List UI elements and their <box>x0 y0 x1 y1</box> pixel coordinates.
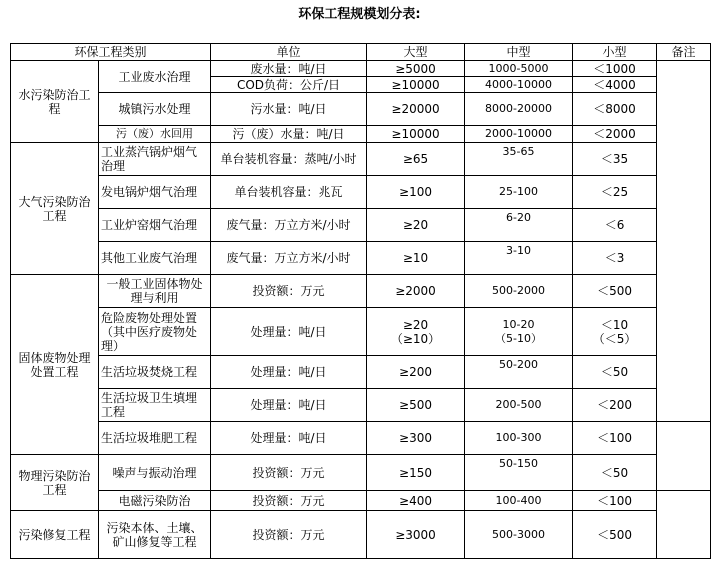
small-cell <box>573 308 657 356</box>
category-remediation: 污染修复工程 <box>11 511 99 559</box>
large-cell: ≥5000 <box>367 61 465 77</box>
item-name: 其他工业废气治理 <box>99 242 211 275</box>
unit-cell: 单台装机容量：兆瓦 <box>211 176 367 209</box>
large-cell: ≥65 <box>367 143 465 176</box>
medium-cell: 50-150 <box>465 455 573 491</box>
small-cell: ＜100 <box>573 422 657 455</box>
unit-cell: 投资额：万元 <box>211 275 367 308</box>
category-solid: 固体废物处理处置工程 <box>11 275 99 455</box>
item-name: 危险废物处理处置（其中医疗废物处理） <box>99 308 211 356</box>
large-cell: ≥3000 <box>367 511 465 559</box>
remark-empty-top <box>657 61 711 422</box>
medium-cell: 6-20 <box>465 209 573 242</box>
unit-cell: 污水量：吨/日 <box>211 93 367 126</box>
engineering-scale-table <box>10 43 711 559</box>
item-name: 城镇污水处理 <box>99 93 211 126</box>
unit-cell: 处理量：吨/日 <box>211 422 367 455</box>
small-cell: ＜50 <box>573 455 657 491</box>
large-cell: ≥500 <box>367 389 465 422</box>
category-physical: 物理污染防治工程 <box>11 455 99 511</box>
medium-cell: 25-100 <box>465 176 573 209</box>
large-cell: ≥150 <box>367 455 465 491</box>
medium-cell: 50-200 <box>465 356 573 389</box>
small-cell: ＜500 <box>573 511 657 559</box>
remark-empty-bottom <box>657 491 711 559</box>
table-row <box>11 61 711 77</box>
category-water: 水污染防治工程 <box>11 61 99 143</box>
small-cell: ＜50 <box>573 356 657 389</box>
medium-cell: 2000-10000 <box>465 126 573 143</box>
table-row <box>11 491 711 511</box>
header-row <box>11 44 711 61</box>
table-row <box>11 422 711 455</box>
item-name: 一般工业固体物处理与利用 <box>99 275 211 308</box>
small-cell: ＜3 <box>573 242 657 275</box>
page-title: 环保工程规模划分表: <box>298 7 421 22</box>
table-row <box>11 511 711 559</box>
table-row <box>11 275 711 308</box>
small-cell: ＜4000 <box>573 77 657 93</box>
unit-cell: 处理量：吨/日 <box>211 308 367 356</box>
small-cell: ＜8000 <box>573 93 657 126</box>
large-cell: ≥200 <box>367 356 465 389</box>
small-value: ＜10 <box>600 317 629 332</box>
small-cell: ＜500 <box>573 275 657 308</box>
item-name: 工业蒸汽锅炉烟气治理 <box>99 143 211 176</box>
large-cell: ≥20000 <box>367 93 465 126</box>
medium-cell: 4000-10000 <box>465 77 573 93</box>
medium-cell: 500-3000 <box>465 511 573 559</box>
unit-cell: 处理量：吨/日 <box>211 389 367 422</box>
small-cell: ＜100 <box>573 491 657 511</box>
small-cell: ＜2000 <box>573 126 657 143</box>
small-cell: ＜6 <box>573 209 657 242</box>
unit-cell: 投资额：万元 <box>211 455 367 491</box>
unit-cell: 投资额：万元 <box>211 511 367 559</box>
large-cell: ≥20 <box>367 209 465 242</box>
header-medium: 中型 <box>465 44 573 61</box>
header-large: 大型 <box>367 44 465 61</box>
item-name: 工业废水治理 <box>99 61 211 93</box>
medium-sub-value: （5-10） <box>495 331 542 345</box>
header-category: 环保工程类别 <box>11 44 211 61</box>
header-small: 小型 <box>573 44 657 61</box>
table-row <box>11 209 711 242</box>
unit-cell: 单台装机容量：蒸吨/小时 <box>211 143 367 176</box>
large-cell: ≥10 <box>367 242 465 275</box>
item-name: 电磁污染防治 <box>99 491 211 511</box>
large-cell: ≥400 <box>367 491 465 511</box>
medium-value: 10-20 <box>502 317 535 331</box>
item-name: 生活垃圾堆肥工程 <box>99 422 211 455</box>
small-sub-value: （＜5） <box>592 331 637 346</box>
unit-cell: 废气量：万立方米/小时 <box>211 242 367 275</box>
item-name: 生活垃圾焚烧工程 <box>99 356 211 389</box>
unit-cell: 污（废）水量：吨/日 <box>211 126 367 143</box>
medium-cell: 500-2000 <box>465 275 573 308</box>
table-row <box>11 176 711 209</box>
unit-cell: 废水量：吨/日 <box>211 61 367 77</box>
table-row <box>11 308 711 356</box>
large-cell: ≥10000 <box>367 77 465 93</box>
medium-cell <box>465 308 573 356</box>
header-unit: 单位 <box>211 44 367 61</box>
unit-cell: 投资额：万元 <box>211 491 367 511</box>
medium-cell: 100-300 <box>465 422 573 455</box>
unit-cell: COD负荷：公斤/日 <box>211 77 367 93</box>
small-cell: ＜1000 <box>573 61 657 77</box>
unit-cell: 废气量：万立方米/小时 <box>211 209 367 242</box>
large-cell: ≥2000 <box>367 275 465 308</box>
table-row <box>11 455 711 491</box>
small-cell: ＜25 <box>573 176 657 209</box>
item-name: 污（废）水回用 <box>99 126 211 143</box>
item-name: 噪声与振动治理 <box>99 455 211 491</box>
table-row <box>11 389 711 422</box>
small-cell: ＜35 <box>573 143 657 176</box>
medium-cell: 200-500 <box>465 389 573 422</box>
category-air: 大气污染防治工程 <box>11 143 99 275</box>
medium-cell: 3-10 <box>465 242 573 275</box>
medium-cell: 1000-5000 <box>465 61 573 77</box>
table-row <box>11 126 711 143</box>
medium-cell: 100-400 <box>465 491 573 511</box>
large-value: ≥20 <box>402 317 429 332</box>
table-row <box>11 143 711 176</box>
table-row <box>11 356 711 389</box>
large-cell <box>367 308 465 356</box>
large-cell: ≥100 <box>367 176 465 209</box>
medium-cell: 35-65 <box>465 143 573 176</box>
large-cell: ≥300 <box>367 422 465 455</box>
item-name: 工业炉窑烟气治理 <box>99 209 211 242</box>
large-cell: ≥10000 <box>367 126 465 143</box>
small-cell: ＜200 <box>573 389 657 422</box>
item-name: 发电锅炉烟气治理 <box>99 176 211 209</box>
medium-cell: 8000-20000 <box>465 93 573 126</box>
item-name: 生活垃圾卫生填埋工程 <box>99 389 211 422</box>
unit-cell: 处理量：吨/日 <box>211 356 367 389</box>
table-row <box>11 93 711 126</box>
item-name: 污染本体、土壤、矿山修复等工程 <box>99 511 211 559</box>
table-row <box>11 242 711 275</box>
header-remarks: 备注 <box>657 44 711 61</box>
large-sub-value: （≥10） <box>390 331 441 346</box>
